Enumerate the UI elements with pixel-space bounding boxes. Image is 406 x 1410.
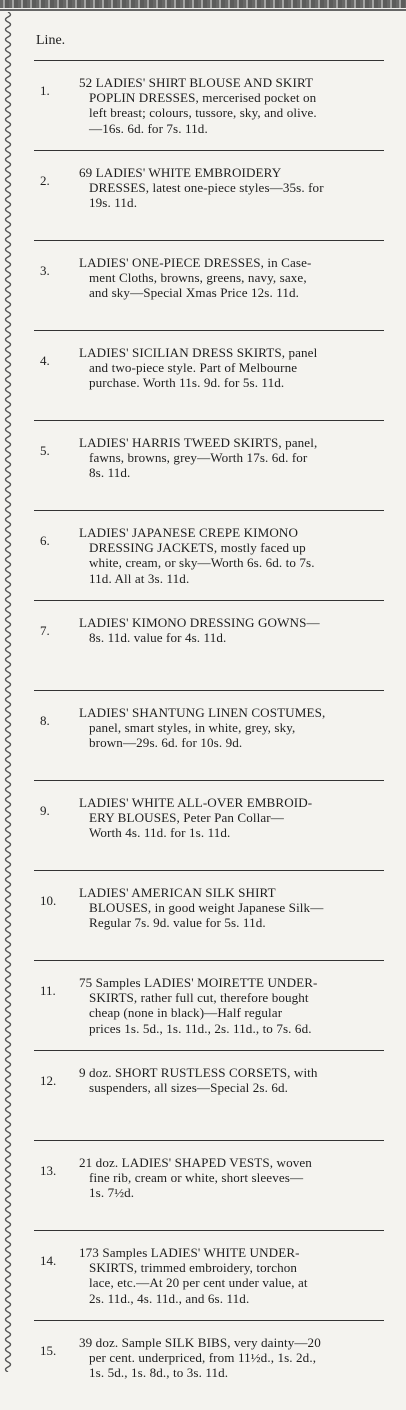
item-text-line: 11d. All at 3s. 11d. — [89, 570, 190, 586]
item-text-line: fawns, browns, grey—Worth 17s. 6d. for — [89, 450, 308, 466]
item-text-line: 52 LADIES' SHIRT BLOUSE AND SKIRT — [79, 75, 314, 90]
item-description — [79, 255, 386, 301]
item-text-line: per cent. underpriced, from 11½d., 1s. 2d., — [89, 1350, 317, 1366]
item-text-line: 75 Samples LADIES' MOIRETTE UNDER- — [79, 975, 318, 990]
item-number: 5. — [40, 443, 50, 458]
list-item — [34, 1231, 386, 1320]
item-description — [79, 705, 386, 751]
item-number: 11. — [40, 983, 56, 998]
item-text-line: panel, smart styles, in white, grey, sky, — [89, 720, 296, 736]
item-text-line: —16s. 6d. for 7s. 11d. — [89, 120, 208, 136]
item-text-line: suspenders, all sizes—Special 2s. 6d. — [89, 1080, 288, 1096]
item-text-line: left breast; colours, tussore, sky, and olive. — [89, 105, 317, 121]
item-text-line: SKIRTS, trimmed embroidery, torchon — [89, 1260, 298, 1276]
item-text-line: LADIES' WHITE ALL-OVER EMBROID- — [79, 795, 313, 810]
item-number: 2. — [40, 173, 50, 188]
item-description — [79, 1335, 386, 1381]
item-number: 7. — [40, 623, 50, 638]
item-text-line: 21 doz. LADIES' SHAPED VESTS, woven — [79, 1155, 312, 1170]
item-text-line: ment Cloths, browns, greens, navy, saxe, — [89, 270, 307, 286]
item-text-line: LADIES' JAPANESE CREPE KIMONO — [79, 525, 299, 540]
item-number: 13. — [40, 1163, 57, 1178]
list-item — [34, 871, 386, 960]
item-description — [79, 435, 386, 481]
item-text-line: ERY BLOUSES, Peter Pan Collar— — [89, 810, 284, 826]
item-text-line: and two-piece style. Part of Melbourne — [89, 360, 298, 376]
item-text-line: 8s. 11d. — [89, 465, 131, 481]
item-number: 14. — [40, 1253, 57, 1268]
item-text-line: LADIES' SICILIAN DRESS SKIRTS, panel — [79, 345, 318, 360]
list-item — [34, 151, 386, 240]
list-item — [34, 421, 386, 510]
item-text-line: prices 1s. 5d., 1s. 11d., 2s. 11d., to 7s. 6d. — [89, 1020, 312, 1036]
item-number: 4. — [40, 353, 50, 368]
item-text-line: 19s. 11d. — [89, 195, 138, 211]
item-text-line: 8s. 11d. value for 4s. 11d. — [89, 630, 227, 646]
top-border-line — [0, 9, 406, 11]
item-number: 6. — [40, 533, 50, 548]
item-text-line: DRESSING JACKETS, mostly faced up — [89, 540, 306, 556]
item-description — [79, 615, 386, 645]
list-item — [34, 331, 386, 420]
item-description — [79, 525, 386, 586]
item-text-line: POPLIN DRESSES, mercerised pocket on — [89, 90, 317, 106]
item-text-line: fine rib, cream or white, short sleeves— — [89, 1170, 304, 1186]
item-text-line: LADIES' ONE-PIECE DRESSES, in Case- — [79, 255, 312, 270]
item-text-line: cheap (none in black)—Half regular — [89, 1005, 283, 1021]
item-description — [79, 1065, 386, 1095]
item-text-line: BLOUSES, in good weight Japanese Silk— — [89, 900, 324, 916]
item-description — [79, 1155, 386, 1201]
list-item — [34, 1141, 386, 1230]
list-item — [34, 691, 386, 780]
item-text-line: white, cream, or sky—Worth 6s. 6d. to 7s. — [89, 555, 315, 571]
line-heading: Line. — [36, 33, 66, 48]
item-description — [79, 75, 386, 136]
ad-listing — [34, 30, 386, 1410]
item-text-line: brown—29s. 6d. for 10s. 9d. — [89, 735, 243, 751]
list-item — [34, 511, 386, 600]
list-item — [34, 961, 386, 1050]
item-text-line: lace, etc.—At 20 per cent under value, at — [89, 1275, 308, 1291]
item-text-line: Worth 4s. 11d. for 1s. 11d. — [89, 825, 231, 841]
item-text-line: Regular 7s. 9d. value for 5s. 11d. — [89, 915, 266, 931]
item-text-line: 1s. 5d., 1s. 8d., to 3s. 11d. — [89, 1365, 229, 1381]
item-text-line: LADIES' AMERICAN SILK SHIRT — [79, 885, 276, 900]
item-text-line: LADIES' HARRIS TWEED SKIRTS, panel, — [79, 435, 318, 450]
item-description — [79, 165, 386, 211]
list-item — [34, 1051, 386, 1140]
list-item — [34, 1321, 386, 1410]
item-description — [79, 1245, 386, 1306]
item-number: 3. — [40, 263, 50, 278]
item-text-line: 2s. 11d., 4s. 11d., and 6s. 11d. — [89, 1290, 250, 1306]
item-number: 10. — [40, 893, 57, 908]
left-decorative-border — [2, 12, 14, 1372]
item-text-line: and sky—Special Xmas Price 12s. 11d. — [89, 285, 300, 301]
item-number: 1. — [40, 83, 50, 98]
item-description — [79, 885, 386, 931]
item-number: 8. — [40, 713, 50, 728]
item-text-line: 39 doz. Sample SILK BIBS, very dainty—20 — [79, 1335, 321, 1350]
item-number: 9. — [40, 803, 50, 818]
list-item — [34, 241, 386, 330]
item-text-line: DRESSES, latest one-piece styles—35s. for — [89, 180, 324, 196]
item-text-line: 173 Samples LADIES' WHITE UNDER- — [79, 1245, 300, 1260]
item-text-line: 1s. 7½d. — [89, 1185, 135, 1201]
item-description — [79, 345, 386, 391]
item-text-line: 69 LADIES' WHITE EMBROIDERY — [79, 165, 282, 180]
list-item — [34, 781, 386, 870]
top-border — [0, 0, 406, 8]
item-description — [79, 795, 386, 841]
item-text-line: 9 doz. SHORT RUSTLESS CORSETS, with — [79, 1065, 318, 1080]
item-number: 15. — [40, 1343, 57, 1358]
item-text-line: purchase. Worth 11s. 9d. for 5s. 11d. — [89, 375, 285, 391]
item-text-line: LADIES' SHANTUNG LINEN COSTUMES, — [79, 705, 326, 720]
item-number: 12. — [40, 1073, 57, 1088]
item-list — [34, 60, 386, 1410]
list-item — [34, 601, 386, 690]
item-text-line: SKIRTS, rather full cut, therefore bought — [89, 990, 309, 1006]
item-text-line: LADIES' KIMONO DRESSING GOWNS— — [79, 615, 320, 630]
item-description — [79, 975, 386, 1036]
list-item — [34, 61, 386, 150]
